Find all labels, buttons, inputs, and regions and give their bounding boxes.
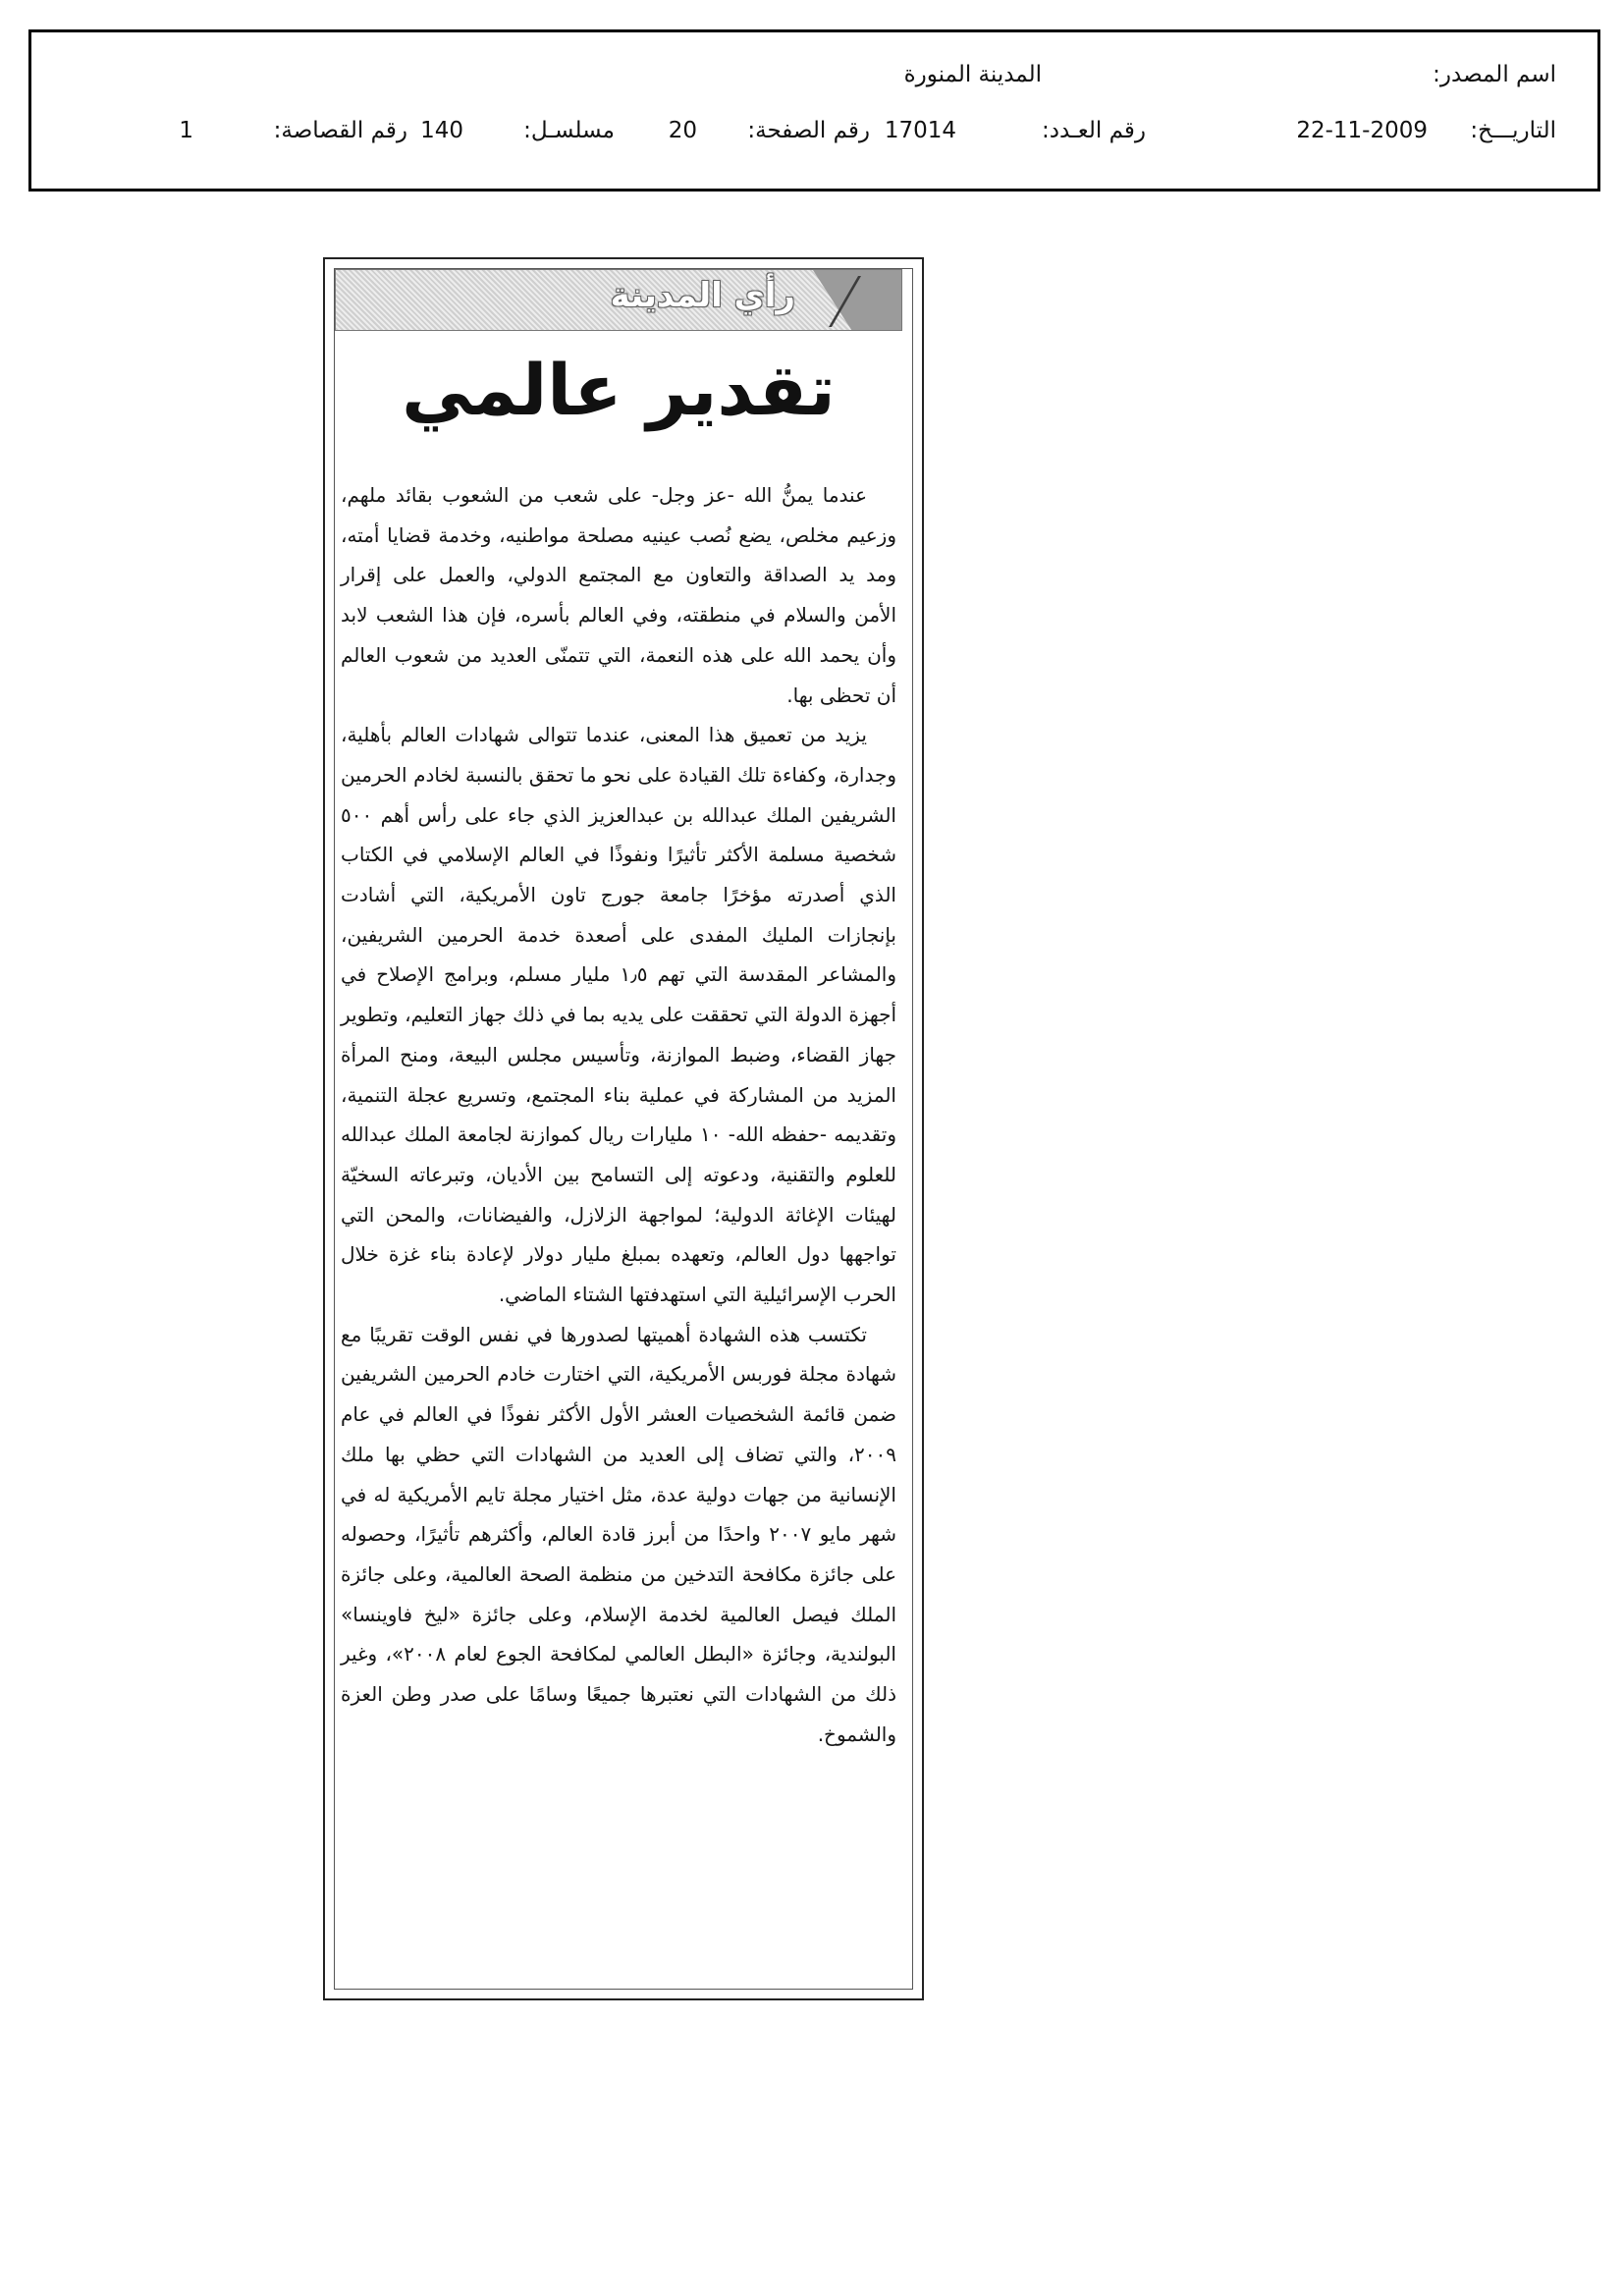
newspaper-clipping — [323, 257, 924, 2000]
source-value: المدينة المنورة — [903, 62, 1042, 87]
banner-label: رأي المدينة — [610, 276, 795, 315]
page-value: 20 — [668, 118, 697, 143]
clip-value: 1 — [179, 118, 193, 143]
clip-label: رقم القصاصة: — [273, 118, 407, 143]
column-banner — [335, 269, 902, 331]
article-paragraph: عندما يمنُّ الله -عز وجل- على شعب من الشعوب بقائد ملهم، وزعيم مخلص، يضع نُصب عينيه مصلحة مواطنيه، وخدمة قضايا أمته، ومد يد الصداقة والتعاون مع المجتمع الدولي، والعمل على إقرار الأمن والسلام في منطقته، وفي العالم بأسره، فإن هذا الشعب لابد وأن يحمد الله على هذه النعمة، التي تتمنّى العديد من شعوب العالم أن تحظى بها. — [341, 483, 896, 707]
article-paragraph: تكتسب هذه الشهادة أهميتها لصدورها في نفس الوقت تقريبًا مع شهادة مجلة فوربس الأمريكية، التي اختارت خادم الحرمين الشريفين ضمن قائمة الشخصيات العشر الأول الأكثر نفوذًا في العالم في عام ٢٠٠٩، والتي تضاف إلى العديد من الشهادات التي حظي بها ملك الإنسانية من جهات دولية عدة، مثل اختيار مجلة تايم الأمريكية له في شهر مايو ٢٠٠٧ واحدًا من أبرز قادة العالم، وأكثرهم تأثيرًا، وحصوله على جائزة مكافحة التدخين من منظمة الصحة العالمية، وعلى جائزة الملك فيصل العالمية لخدمة الإسلام، وعلى جائزة «ليخ فاوينسا» البولندية، وجائزة «البطل العالمي لمكافحة الجوع لعام ٢٠٠٨»، وغير ذلك من الشهادات التي نعتبرها جميعًا وسامًا على صدر وطن العزة والشموخ. — [341, 1322, 896, 1746]
clipping-info-box — [28, 29, 1600, 191]
article-body — [341, 475, 896, 1755]
serial-value: 140 — [420, 118, 463, 143]
serial-label: مسلسـل: — [523, 118, 615, 143]
source-label: اسم المصدر: — [1433, 62, 1556, 87]
article-paragraph: يزيد من تعميق هذا المعنى، عندما تتوالى شهادات العالم بأهلية، وجدارة، وكفاءة تلك القيادة على نحو ما تحقق بالنسبة لخادم الحرمين الشريفين الملك عبدالله بن عبدالعزيز الذي جاء على رأس أهم ٥٠٠ شخصية مسلمة الأكثر تأثيرًا ونفوذًا في العالم الإسلامي في الكتاب الذي أصدرته مؤخرًا جامعة جورج تاون الأمريكية، التي أشادت بإنجازات المليك المفدى على أصعدة خدمة الحرمين الشريفين، والمشاعر المقدسة التي تهم ١٫٥ مليار مسلم، وبرامج الإصلاح في أجهزة الدولة التي تحققت على يديه بما في ذلك جهاز التعليم، وتطوير جهاز القضاء، وضبط الموازنة، وتأسيس مجلس البيعة، ومنح المرأة المزيد من المشاركة في عملية بناء المجتمع، وتسريع عجلة التنمية، وتقديمه -حفظه الله- ١٠ مليارات ريال كموازنة لجامعة الملك عبدالله للعلوم والتقنية، ودعوته إلى التسامح بين الأديان، وتبرعاته السخيّة لهيئات الإغاثة الدولية؛ لمواجهة الزلازل، والفيضانات، والمحن التي تواجهها دول العالم، وتعهده بمبلغ مليار دولار لإعادة بناء غزة خلال الحرب الإسرائيلية التي استهدفتها الشتاء الماضي. — [341, 723, 896, 1307]
page-label: رقم الصفحة: — [747, 118, 870, 143]
issue-label: رقم العـدد: — [1041, 118, 1146, 143]
article-title: تقدير عالمي — [402, 349, 836, 431]
date-value: 22-11-2009 — [1296, 118, 1428, 143]
date-label: التاريـــخ: — [1470, 118, 1556, 143]
issue-value: 17014 — [884, 118, 956, 143]
